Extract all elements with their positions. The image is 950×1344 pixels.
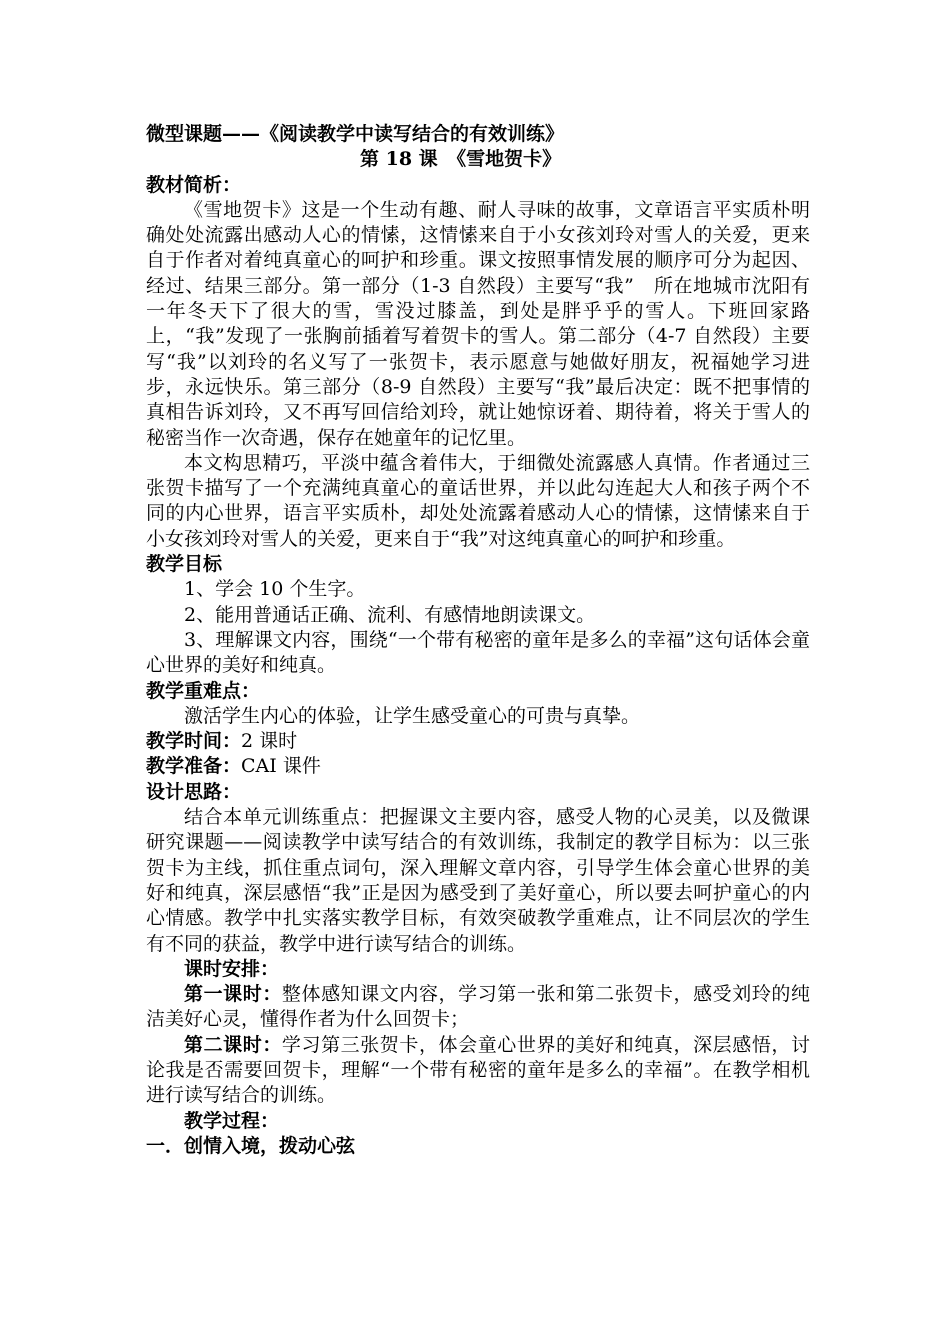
- goals-heading: 教学目标: [146, 553, 223, 576]
- analysis-heading: 教材简析：: [146, 173, 242, 196]
- lesson-title: 第 18 课 《雪地贺卡》: [360, 148, 562, 171]
- lesson-1-label: 第一课时：: [184, 983, 282, 1006]
- step-1-heading: 一．创情入境，拨动心弦: [146, 1134, 356, 1157]
- lesson-1-text: 整体感知课文内容，学习第一张和第二张贺卡，感受刘玲的纯洁美好心灵，懂得作者为什么回贺卡；: [146, 983, 810, 1031]
- difficulty-text: 激活学生内心的体验，让学生感受童心的可贵与真挚。: [184, 704, 641, 727]
- goal-item: 3、理解课文内容，围绕“一个带有秘密的童年是多么的幸福”这句话体会童心世界的美好和纯真。: [146, 628, 810, 677]
- goal-item: 2、能用普通话正确、流利、有感情地朗读课文。: [184, 603, 596, 626]
- analysis-paragraph-2: 本文构思精巧，平淡中蕴含着伟大，于细微处流露感人真情。作者通过三张贺卡描写了一个充满纯真童心的童话世界，并以此勾连起大人和孩子两个不同的内心世界，语言平实质朴，却处处流露着感动人心的情愫，这情愫来自于小女孩刘玲对雪人的关爱，更来自于“我”对这纯真童心的呵护和珍重。: [146, 451, 810, 550]
- process-heading: 教学过程：: [184, 1109, 280, 1132]
- teaching-prep-line: [146, 754, 810, 779]
- goal-item: 1、学会 10 个生字。: [184, 578, 366, 601]
- teaching-prep-value: CAI 课件: [241, 755, 321, 778]
- difficulty-heading: 教学重难点：: [146, 679, 261, 702]
- schedule-heading: 课时安排：: [184, 957, 280, 980]
- lesson-2-text: 学习第三张贺卡，体会童心世界的美好和纯真，深层感悟，讨论我是否需要回贺卡，理解“一个带有秘密的童年是多么的幸福”。在教学相机进行读写结合的训练。: [146, 1033, 810, 1107]
- lesson-1-paragraph: [146, 982, 810, 1033]
- design-paragraph: 结合本单元训练重点：把握课文主要内容，感受人物的心灵美，以及微课研究课题——阅读教学中读写结合的有效训练，我制定的教学目标为：以三张贺卡为主线，抓住重点词句，深入理解文章内容，引导学生体会童心世界的美好和纯真，深层感悟“我”正是因为感受到了美好童心，所以要去呵护童心的内心情感。教学中扎实落实教学目标，有效突破教学重难点，让不同层次的学生有不同的获益，教学中进行读写结合的训练。: [146, 806, 810, 955]
- document-page: [146, 122, 810, 1159]
- document-title: 微型课题——《阅读教学中读写结合的有效训练》: [146, 123, 565, 145]
- teaching-time-label: 教学时间：: [146, 730, 242, 753]
- lesson-2-label: 第二课时：: [184, 1033, 282, 1056]
- design-heading: 设计思路：: [146, 780, 242, 803]
- teaching-prep-label: 教学准备：: [146, 755, 242, 778]
- teaching-time-line: [146, 729, 810, 754]
- analysis-paragraph-1: 《雪地贺卡》这是一个生动有趣、耐人寻味的故事，文章语言平实质朴明确处处流露出感动人心的情愫，这情愫来自于小女孩刘玲对雪人的关爱，更来自于作者对着纯真童心的呵护和珍重。课文按照事情发展的顺序可分为起因、经过、结果三部分。第一部分（1-3 自然段）主要写“我” 所在地城市沈阳有一年冬天下了很大的雪，雪没过膝盖，到处是胖乎乎的雪人。下班回家路上，“我”发现了一张胸前插着写着贺卡的雪人。第二部分（4-7 自然段）主要写“我”以刘玲的名义写了一张贺卡，表示愿意与她做好朋友，祝福她学习进步，永远快乐。第三部分（8-9 自然段）主要写“我”最后决定：既不把事情的真相告诉刘玲，又不再写回信给刘玲，就让她惊讶着、期待着，将关于雪人的秘密当作一次奇遇，保存在她童年的记忆里。: [146, 198, 810, 449]
- lesson-2-paragraph: [146, 1033, 810, 1109]
- teaching-time-value: 2 课时: [241, 730, 298, 753]
